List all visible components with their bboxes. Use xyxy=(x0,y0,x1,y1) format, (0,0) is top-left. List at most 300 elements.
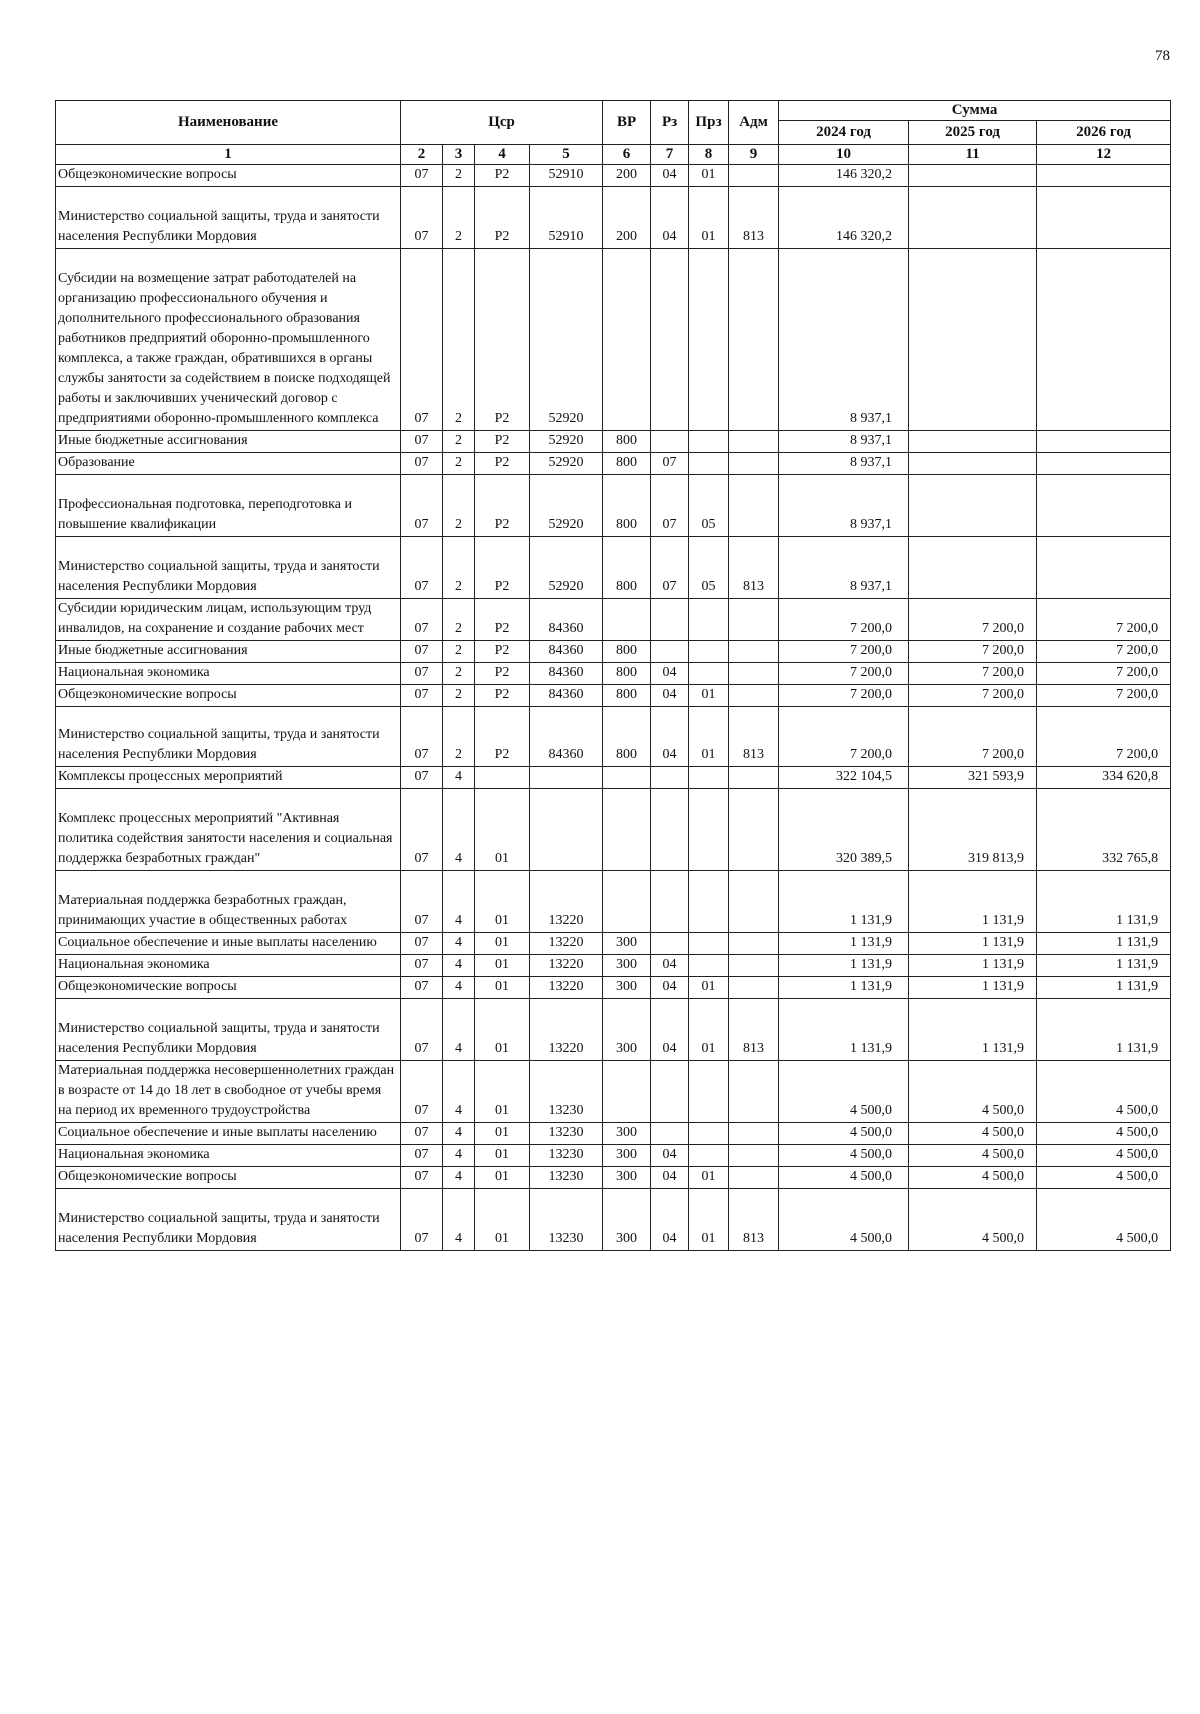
sum-2025 xyxy=(909,453,1037,475)
sum-2025: 4 500,0 xyxy=(909,1061,1037,1123)
adm-code xyxy=(729,475,779,537)
prz-code xyxy=(689,789,729,871)
sum-2024: 8 937,1 xyxy=(779,431,909,453)
row-name: Министерство социальной защиты, труда и занятости населения Республики Мордовия xyxy=(56,187,401,249)
csr-program: 07 xyxy=(401,1061,443,1123)
vr-code: 800 xyxy=(603,707,651,767)
rz-code xyxy=(651,249,689,431)
row-name: Субсидии на возмещение затрат работодателей на организацию профессионального обучения и дополнительного профессионального образования работников предприятий оборонно-промышленного комплекса, а также граждан, обратившихся в органы службы занятости за содействием в поиске подходящей работы и заключивших ученический договор с предприятиями оборонно-промышленного комплекса xyxy=(56,249,401,431)
csr-program: 07 xyxy=(401,453,443,475)
column-number: 8 xyxy=(689,145,729,165)
csr-program: 07 xyxy=(401,431,443,453)
csr-subprogram: 2 xyxy=(443,599,475,641)
sum-2024: 7 200,0 xyxy=(779,707,909,767)
adm-code xyxy=(729,249,779,431)
vr-code xyxy=(603,767,651,789)
sum-2025: 4 500,0 xyxy=(909,1123,1037,1145)
csr-project: 01 xyxy=(475,1167,530,1189)
row-name: Образование xyxy=(56,453,401,475)
sum-2024: 322 104,5 xyxy=(779,767,909,789)
csr-subprogram: 4 xyxy=(443,999,475,1061)
rz-code xyxy=(651,599,689,641)
header-rz: Рз xyxy=(651,101,689,145)
sum-2024: 4 500,0 xyxy=(779,1061,909,1123)
row-name: Иные бюджетные ассигнования xyxy=(56,431,401,453)
header-sum: Сумма xyxy=(779,101,1171,121)
sum-2026: 4 500,0 xyxy=(1037,1189,1171,1251)
header-vr: ВР xyxy=(603,101,651,145)
row-name: Социальное обеспечение и иные выплаты населению xyxy=(56,933,401,955)
vr-code: 800 xyxy=(603,685,651,707)
table-row xyxy=(56,663,1171,685)
csr-program: 07 xyxy=(401,707,443,767)
row-name: Социальное обеспечение и иные выплаты населению xyxy=(56,1123,401,1145)
sum-2026: 332 765,8 xyxy=(1037,789,1171,871)
vr-code: 800 xyxy=(603,537,651,599)
sum-2026 xyxy=(1037,453,1171,475)
rz-code: 04 xyxy=(651,977,689,999)
sum-2026: 1 131,9 xyxy=(1037,933,1171,955)
sum-2025 xyxy=(909,475,1037,537)
sum-2025: 1 131,9 xyxy=(909,955,1037,977)
sum-2025: 4 500,0 xyxy=(909,1189,1037,1251)
rz-code: 04 xyxy=(651,955,689,977)
adm-code: 813 xyxy=(729,707,779,767)
table-row xyxy=(56,475,1171,537)
adm-code xyxy=(729,789,779,871)
row-name: Общеэкономические вопросы xyxy=(56,685,401,707)
vr-code xyxy=(603,871,651,933)
csr-project: Р2 xyxy=(475,641,530,663)
row-name: Профессиональная подготовка, переподготовка и повышение квалификации xyxy=(56,475,401,537)
rz-code: 04 xyxy=(651,1167,689,1189)
sum-2024: 1 131,9 xyxy=(779,977,909,999)
column-number: 1 xyxy=(56,145,401,165)
adm-code xyxy=(729,871,779,933)
sum-2024: 8 937,1 xyxy=(779,537,909,599)
rz-code: 04 xyxy=(651,187,689,249)
sum-2024: 7 200,0 xyxy=(779,685,909,707)
vr-code: 300 xyxy=(603,1167,651,1189)
csr-direction: 13220 xyxy=(530,977,603,999)
csr-direction: 13220 xyxy=(530,871,603,933)
sum-2025: 1 131,9 xyxy=(909,871,1037,933)
header-row-top xyxy=(56,101,1171,121)
csr-project: Р2 xyxy=(475,475,530,537)
csr-subprogram: 2 xyxy=(443,537,475,599)
prz-code xyxy=(689,663,729,685)
sum-2025 xyxy=(909,537,1037,599)
adm-code xyxy=(729,641,779,663)
csr-subprogram: 2 xyxy=(443,165,475,187)
csr-direction: 84360 xyxy=(530,685,603,707)
adm-code xyxy=(729,165,779,187)
prz-code: 05 xyxy=(689,475,729,537)
table-row xyxy=(56,1189,1171,1251)
csr-subprogram: 4 xyxy=(443,789,475,871)
csr-subprogram: 4 xyxy=(443,977,475,999)
sum-2026 xyxy=(1037,475,1171,537)
sum-2024: 7 200,0 xyxy=(779,641,909,663)
sum-2026: 1 131,9 xyxy=(1037,955,1171,977)
sum-2024: 4 500,0 xyxy=(779,1123,909,1145)
sum-2025: 7 200,0 xyxy=(909,663,1037,685)
vr-code: 800 xyxy=(603,431,651,453)
adm-code xyxy=(729,599,779,641)
vr-code xyxy=(603,1061,651,1123)
csr-direction: 13230 xyxy=(530,1167,603,1189)
sum-2024: 1 131,9 xyxy=(779,999,909,1061)
sum-2026: 7 200,0 xyxy=(1037,599,1171,641)
sum-2025: 7 200,0 xyxy=(909,641,1037,663)
rz-code: 04 xyxy=(651,685,689,707)
csr-program: 07 xyxy=(401,999,443,1061)
csr-subprogram: 4 xyxy=(443,767,475,789)
csr-project: Р2 xyxy=(475,685,530,707)
sum-2026: 1 131,9 xyxy=(1037,999,1171,1061)
rz-code xyxy=(651,431,689,453)
sum-2024: 1 131,9 xyxy=(779,955,909,977)
adm-code xyxy=(729,767,779,789)
csr-program: 07 xyxy=(401,165,443,187)
table-row xyxy=(56,641,1171,663)
column-number: 10 xyxy=(779,145,909,165)
csr-subprogram: 4 xyxy=(443,933,475,955)
csr-project: 01 xyxy=(475,1145,530,1167)
row-name: Общеэкономические вопросы xyxy=(56,165,401,187)
adm-code xyxy=(729,955,779,977)
column-number: 12 xyxy=(1037,145,1171,165)
budget-table xyxy=(55,100,1171,1251)
rz-code xyxy=(651,871,689,933)
header-name: Наименование xyxy=(56,101,401,145)
sum-2025: 7 200,0 xyxy=(909,707,1037,767)
csr-direction xyxy=(530,767,603,789)
row-name: Национальная экономика xyxy=(56,1145,401,1167)
csr-program: 07 xyxy=(401,789,443,871)
csr-project: 01 xyxy=(475,1189,530,1251)
csr-project: 01 xyxy=(475,871,530,933)
vr-code xyxy=(603,249,651,431)
sum-2025: 321 593,9 xyxy=(909,767,1037,789)
table-row xyxy=(56,933,1171,955)
csr-subprogram: 2 xyxy=(443,641,475,663)
csr-project: Р2 xyxy=(475,453,530,475)
sum-2025 xyxy=(909,165,1037,187)
sum-2026: 4 500,0 xyxy=(1037,1167,1171,1189)
sum-2025: 319 813,9 xyxy=(909,789,1037,871)
prz-code xyxy=(689,767,729,789)
csr-project: Р2 xyxy=(475,663,530,685)
csr-project: Р2 xyxy=(475,707,530,767)
sum-2024: 4 500,0 xyxy=(779,1167,909,1189)
prz-code xyxy=(689,1145,729,1167)
sum-2026: 7 200,0 xyxy=(1037,663,1171,685)
column-number-row xyxy=(56,145,1171,165)
csr-subprogram: 4 xyxy=(443,1123,475,1145)
csr-direction: 13230 xyxy=(530,1145,603,1167)
csr-program: 07 xyxy=(401,537,443,599)
csr-project: Р2 xyxy=(475,187,530,249)
sum-2026: 4 500,0 xyxy=(1037,1061,1171,1123)
adm-code: 813 xyxy=(729,1189,779,1251)
csr-direction: 52920 xyxy=(530,453,603,475)
column-number: 9 xyxy=(729,145,779,165)
vr-code: 800 xyxy=(603,641,651,663)
prz-code xyxy=(689,933,729,955)
sum-2025: 4 500,0 xyxy=(909,1145,1037,1167)
rz-code: 04 xyxy=(651,1145,689,1167)
header-year-2025: 2025 год xyxy=(909,121,1037,145)
rz-code: 07 xyxy=(651,453,689,475)
csr-direction: 13230 xyxy=(530,1123,603,1145)
sum-2024: 320 389,5 xyxy=(779,789,909,871)
csr-subprogram: 4 xyxy=(443,1167,475,1189)
csr-direction: 52910 xyxy=(530,165,603,187)
vr-code: 300 xyxy=(603,1189,651,1251)
csr-project: Р2 xyxy=(475,165,530,187)
sum-2025 xyxy=(909,249,1037,431)
sum-2026: 4 500,0 xyxy=(1037,1123,1171,1145)
row-name: Комплекс процессных мероприятий "Активная политика содействия занятости населения и социальная поддержка безработных граждан" xyxy=(56,789,401,871)
sum-2024: 146 320,2 xyxy=(779,165,909,187)
sum-2026: 4 500,0 xyxy=(1037,1145,1171,1167)
csr-project: 01 xyxy=(475,1061,530,1123)
column-number: 5 xyxy=(530,145,603,165)
row-name: Министерство социальной защиты, труда и занятости населения Республики Мордовия xyxy=(56,1189,401,1251)
csr-direction: 13220 xyxy=(530,955,603,977)
rz-code: 04 xyxy=(651,663,689,685)
table-row xyxy=(56,1061,1171,1123)
table-row xyxy=(56,789,1171,871)
rz-code: 07 xyxy=(651,537,689,599)
column-number: 3 xyxy=(443,145,475,165)
adm-code: 813 xyxy=(729,187,779,249)
column-number: 2 xyxy=(401,145,443,165)
sum-2024: 1 131,9 xyxy=(779,933,909,955)
sum-2025 xyxy=(909,431,1037,453)
vr-code xyxy=(603,789,651,871)
prz-code: 01 xyxy=(689,685,729,707)
rz-code xyxy=(651,641,689,663)
csr-program: 07 xyxy=(401,1167,443,1189)
csr-subprogram: 2 xyxy=(443,685,475,707)
vr-code: 800 xyxy=(603,475,651,537)
csr-direction: 13220 xyxy=(530,999,603,1061)
sum-2024: 8 937,1 xyxy=(779,249,909,431)
prz-code: 01 xyxy=(689,707,729,767)
table-row xyxy=(56,1123,1171,1145)
csr-direction: 84360 xyxy=(530,707,603,767)
csr-direction: 84360 xyxy=(530,599,603,641)
vr-code xyxy=(603,599,651,641)
table-row xyxy=(56,871,1171,933)
prz-code xyxy=(689,453,729,475)
prz-code xyxy=(689,1061,729,1123)
csr-project: 01 xyxy=(475,789,530,871)
table-row xyxy=(56,431,1171,453)
row-name: Материальная поддержка несовершеннолетних граждан в возрасте от 14 до 18 лет в свободное от учебы время на период их временного трудоустройства xyxy=(56,1061,401,1123)
rz-code: 04 xyxy=(651,999,689,1061)
vr-code: 300 xyxy=(603,1123,651,1145)
csr-direction: 52910 xyxy=(530,187,603,249)
sum-2026: 1 131,9 xyxy=(1037,871,1171,933)
table-row xyxy=(56,955,1171,977)
rz-code xyxy=(651,933,689,955)
adm-code xyxy=(729,1061,779,1123)
row-name: Субсидии юридическим лицам, использующим труд инвалидов, на сохранение и создание рабочих мест xyxy=(56,599,401,641)
sum-2026: 1 131,9 xyxy=(1037,977,1171,999)
csr-program: 07 xyxy=(401,187,443,249)
vr-code: 800 xyxy=(603,663,651,685)
table-row xyxy=(56,165,1171,187)
sum-2026 xyxy=(1037,187,1171,249)
csr-program: 07 xyxy=(401,685,443,707)
csr-program: 07 xyxy=(401,955,443,977)
prz-code xyxy=(689,1123,729,1145)
prz-code: 01 xyxy=(689,977,729,999)
adm-code xyxy=(729,977,779,999)
row-name: Министерство социальной защиты, труда и занятости населения Республики Мордовия xyxy=(56,707,401,767)
csr-project: Р2 xyxy=(475,431,530,453)
sum-2025: 7 200,0 xyxy=(909,685,1037,707)
sum-2025: 1 131,9 xyxy=(909,933,1037,955)
csr-subprogram: 4 xyxy=(443,871,475,933)
sum-2024: 1 131,9 xyxy=(779,871,909,933)
csr-program: 07 xyxy=(401,767,443,789)
sum-2024: 8 937,1 xyxy=(779,453,909,475)
csr-subprogram: 2 xyxy=(443,431,475,453)
adm-code xyxy=(729,685,779,707)
csr-program: 07 xyxy=(401,599,443,641)
row-name: Иные бюджетные ассигнования xyxy=(56,641,401,663)
csr-direction: 13230 xyxy=(530,1061,603,1123)
column-number: 4 xyxy=(475,145,530,165)
row-name: Общеэкономические вопросы xyxy=(56,977,401,999)
prz-code xyxy=(689,249,729,431)
prz-code: 01 xyxy=(689,1189,729,1251)
csr-program: 07 xyxy=(401,1145,443,1167)
csr-program: 07 xyxy=(401,871,443,933)
vr-code: 200 xyxy=(603,165,651,187)
csr-project: 01 xyxy=(475,999,530,1061)
sum-2025: 1 131,9 xyxy=(909,999,1037,1061)
csr-program: 07 xyxy=(401,977,443,999)
vr-code: 300 xyxy=(603,999,651,1061)
rz-code: 04 xyxy=(651,1189,689,1251)
rz-code: 04 xyxy=(651,165,689,187)
csr-direction: 13230 xyxy=(530,1189,603,1251)
sum-2024: 4 500,0 xyxy=(779,1189,909,1251)
vr-code: 300 xyxy=(603,1145,651,1167)
sum-2026 xyxy=(1037,431,1171,453)
table-row xyxy=(56,767,1171,789)
csr-direction: 84360 xyxy=(530,663,603,685)
table-row xyxy=(56,1145,1171,1167)
csr-direction: 52920 xyxy=(530,475,603,537)
csr-program: 07 xyxy=(401,1123,443,1145)
csr-project: Р2 xyxy=(475,599,530,641)
csr-subprogram: 2 xyxy=(443,453,475,475)
csr-subprogram: 2 xyxy=(443,187,475,249)
csr-project: 01 xyxy=(475,1123,530,1145)
csr-subprogram: 2 xyxy=(443,663,475,685)
csr-subprogram: 2 xyxy=(443,249,475,431)
vr-code: 300 xyxy=(603,933,651,955)
vr-code: 800 xyxy=(603,453,651,475)
sum-2025: 7 200,0 xyxy=(909,599,1037,641)
sum-2026 xyxy=(1037,249,1171,431)
csr-project xyxy=(475,767,530,789)
prz-code: 01 xyxy=(689,165,729,187)
row-name: Министерство социальной защиты, труда и занятости населения Республики Мордовия xyxy=(56,537,401,599)
csr-project: Р2 xyxy=(475,249,530,431)
csr-project: 01 xyxy=(475,955,530,977)
row-name: Национальная экономика xyxy=(56,663,401,685)
rz-code xyxy=(651,789,689,871)
adm-code xyxy=(729,1167,779,1189)
sum-2026: 334 620,8 xyxy=(1037,767,1171,789)
vr-code: 300 xyxy=(603,955,651,977)
table-row xyxy=(56,537,1171,599)
column-number: 7 xyxy=(651,145,689,165)
sum-2024: 8 937,1 xyxy=(779,475,909,537)
csr-direction: 52920 xyxy=(530,537,603,599)
prz-code: 01 xyxy=(689,999,729,1061)
sum-2024: 7 200,0 xyxy=(779,663,909,685)
csr-subprogram: 4 xyxy=(443,1189,475,1251)
header-year-2024: 2024 год xyxy=(779,121,909,145)
csr-direction: 84360 xyxy=(530,641,603,663)
sum-2025 xyxy=(909,187,1037,249)
table-row xyxy=(56,1167,1171,1189)
csr-subprogram: 4 xyxy=(443,1145,475,1167)
table-row xyxy=(56,999,1171,1061)
sum-2026 xyxy=(1037,165,1171,187)
prz-code xyxy=(689,431,729,453)
column-number: 11 xyxy=(909,145,1037,165)
sum-2025: 1 131,9 xyxy=(909,977,1037,999)
prz-code xyxy=(689,641,729,663)
csr-program: 07 xyxy=(401,663,443,685)
adm-code xyxy=(729,663,779,685)
rz-code xyxy=(651,1061,689,1123)
prz-code xyxy=(689,871,729,933)
rz-code xyxy=(651,1123,689,1145)
row-name: Материальная поддержка безработных граждан, принимающих участие в общественных работах xyxy=(56,871,401,933)
sum-2024: 7 200,0 xyxy=(779,599,909,641)
table-row xyxy=(56,249,1171,431)
csr-program: 07 xyxy=(401,641,443,663)
rz-code xyxy=(651,767,689,789)
sum-2026: 7 200,0 xyxy=(1037,641,1171,663)
header-adm: Адм xyxy=(729,101,779,145)
rz-code: 04 xyxy=(651,707,689,767)
sum-2026 xyxy=(1037,537,1171,599)
csr-project: 01 xyxy=(475,977,530,999)
csr-program: 07 xyxy=(401,933,443,955)
prz-code: 01 xyxy=(689,1167,729,1189)
csr-subprogram: 4 xyxy=(443,955,475,977)
table-row xyxy=(56,187,1171,249)
csr-subprogram: 2 xyxy=(443,475,475,537)
header-year-2026: 2026 год xyxy=(1037,121,1171,145)
page-number: 78 xyxy=(1155,48,1170,64)
sum-2026: 7 200,0 xyxy=(1037,685,1171,707)
table-row xyxy=(56,977,1171,999)
csr-direction xyxy=(530,789,603,871)
prz-code: 05 xyxy=(689,537,729,599)
